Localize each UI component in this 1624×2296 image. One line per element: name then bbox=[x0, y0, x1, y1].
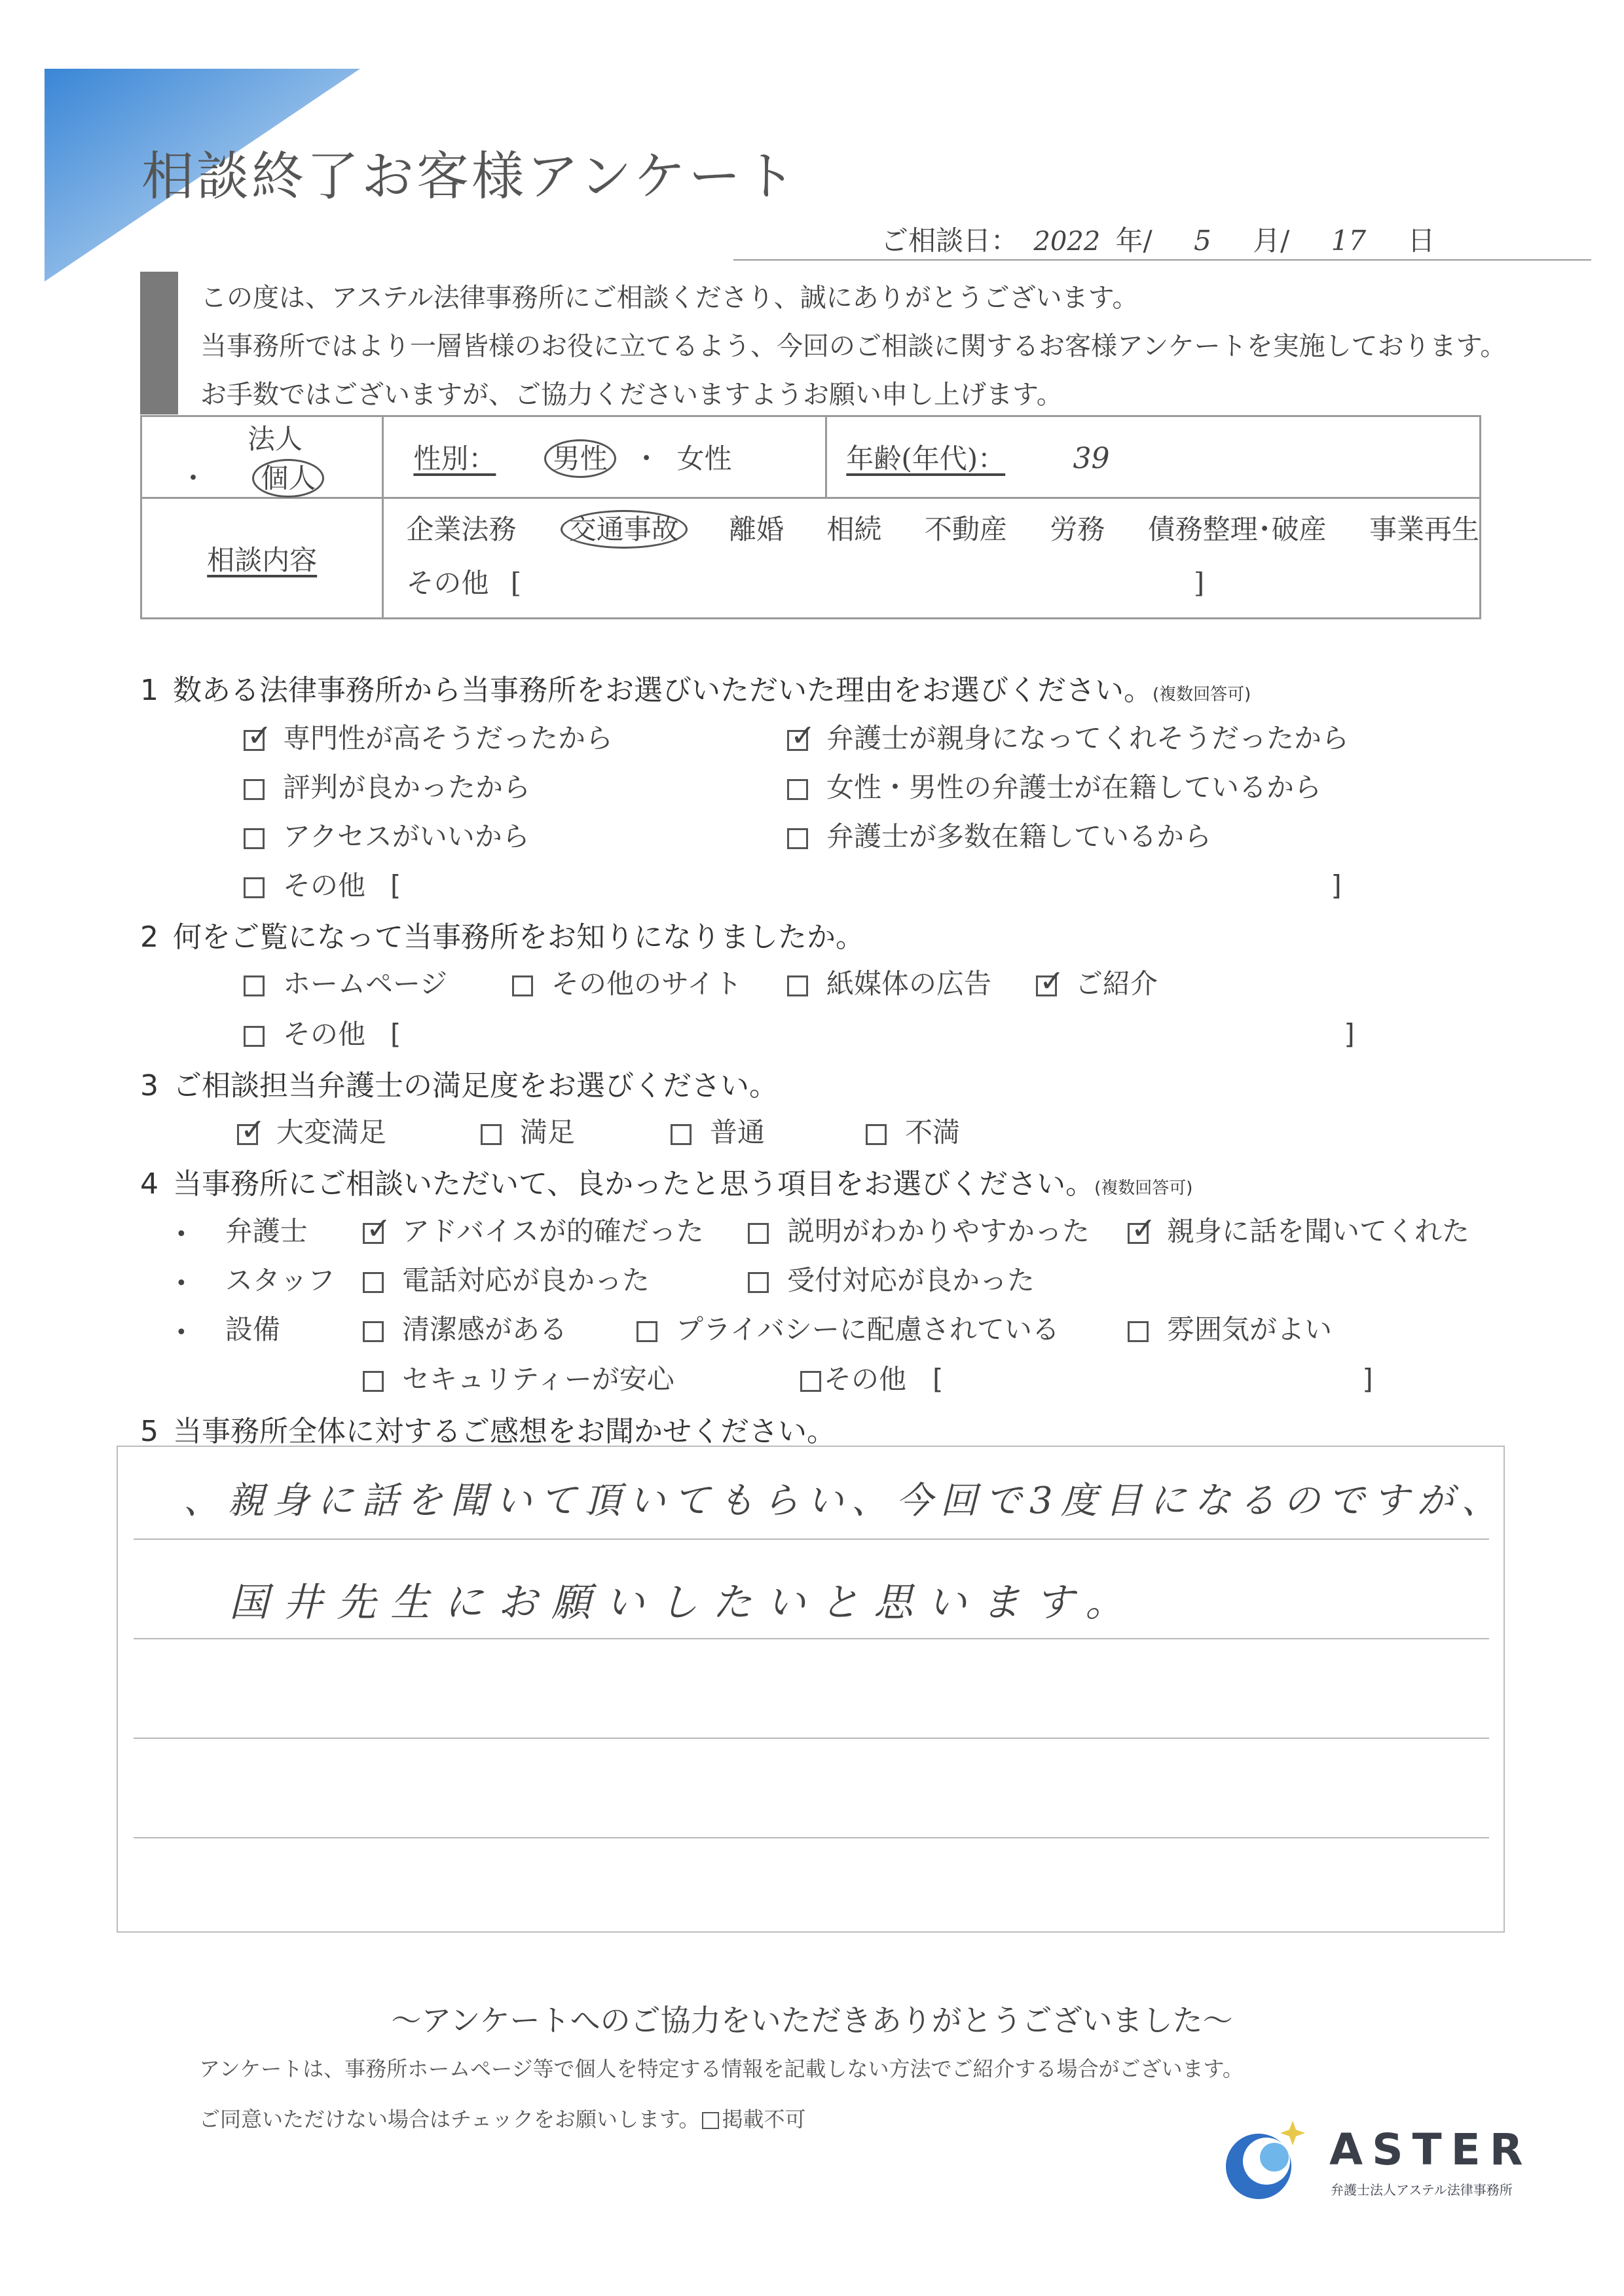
option-label: 受付対応が良かった bbox=[787, 1264, 1035, 1296]
q1-number: 1 bbox=[140, 674, 158, 707]
intro-line: この度は、アステル法律事務所にご相談くださり、誠にありがとうございます。 bbox=[200, 283, 1139, 313]
aster-logo-text: ASTER bbox=[1329, 2124, 1532, 2175]
category-label: 設備 bbox=[225, 1313, 280, 1345]
q2-title bbox=[140, 913, 864, 955]
date-year: 2022 bbox=[1033, 227, 1101, 257]
consent-note: ご同意いただけない場合はチェックをお願いします。 bbox=[199, 2107, 700, 2132]
checkbox[interactable] bbox=[363, 1321, 384, 1342]
info-table bbox=[140, 415, 1481, 619]
q1-text: 数ある法律事務所から当事務所をお選びいただいた理由をお選びください。 bbox=[173, 674, 1153, 707]
date-month: 5 bbox=[1194, 225, 1211, 257]
option-label: 専門性が高そうだったから bbox=[283, 722, 614, 754]
footer-note-1: アンケートは、事務所ホームページ等で個人を特定する情報を記載しない方法でご紹介する場合がございます。 bbox=[199, 2056, 1244, 2081]
bullet: • bbox=[175, 1321, 187, 1344]
option-label: セキュリティーが安心 bbox=[402, 1363, 674, 1395]
q2-text: 何をご覧になって当事務所をお知りになりましたか。 bbox=[173, 920, 864, 954]
footer-note-2 bbox=[199, 2103, 806, 2133]
category-label: スタッフ bbox=[225, 1264, 335, 1296]
q5-answer-line1: 、親身に話を聞いて頂いてもらい、今回で3度目になるのですが、 bbox=[183, 1480, 1506, 1522]
bracket-close: ] bbox=[1344, 1018, 1355, 1050]
individual-option[interactable]: 個人 bbox=[252, 459, 324, 498]
date-day: 17 bbox=[1331, 225, 1367, 257]
option-label: その他 bbox=[283, 869, 366, 902]
q3-text: ご相談担当弁護士の満足度をお選びください。 bbox=[173, 1069, 778, 1102]
aster-logo-subtitle: 弁護士法人アステル法律事務所 bbox=[1331, 2182, 1513, 2198]
option-label: ホームページ bbox=[283, 968, 448, 1000]
male-option[interactable]: 男性 bbox=[544, 439, 616, 478]
q1-option[interactable] bbox=[244, 717, 613, 756]
q1-option[interactable] bbox=[787, 766, 1321, 805]
option-label: その他のサイト bbox=[551, 968, 743, 1000]
bracket-open: [ bbox=[510, 567, 522, 599]
bracket-close: ] bbox=[1362, 1363, 1373, 1395]
q2-option[interactable] bbox=[787, 962, 991, 1002]
q2-option[interactable] bbox=[1036, 962, 1158, 1002]
consult-item[interactable]: 労務 bbox=[1050, 513, 1105, 545]
option-label: その他 bbox=[283, 1018, 366, 1050]
consult-other-row bbox=[406, 562, 1479, 601]
age-value[interactable]: 39 bbox=[1073, 442, 1110, 475]
consult-item[interactable]: 債務整理･破産 bbox=[1147, 513, 1327, 545]
checkbox[interactable] bbox=[512, 975, 533, 996]
checkbox[interactable] bbox=[787, 779, 808, 800]
consult-item[interactable]: 交通事故 bbox=[561, 510, 688, 549]
checkbox[interactable] bbox=[244, 877, 265, 898]
checkbox[interactable] bbox=[244, 1026, 265, 1047]
bracket-open: [ bbox=[390, 1018, 401, 1050]
option-label: その他 bbox=[824, 1363, 907, 1395]
intro-accent-bar bbox=[140, 272, 178, 414]
aster-logo bbox=[1213, 2111, 1553, 2210]
page-title: 相談終了お客様アンケート bbox=[141, 146, 799, 207]
q3-option[interactable] bbox=[237, 1111, 386, 1150]
q4-number: 4 bbox=[140, 1167, 158, 1201]
option-label: ご紹介 bbox=[1075, 968, 1158, 1000]
q4-option[interactable] bbox=[1128, 1210, 1469, 1249]
q1-option[interactable] bbox=[244, 815, 530, 854]
age-cell bbox=[826, 416, 1481, 498]
checkbox[interactable] bbox=[244, 730, 265, 751]
bracket-close: ] bbox=[1193, 567, 1205, 599]
option-label: 説明がわかりやすかった bbox=[787, 1215, 1090, 1247]
client-type-cell bbox=[141, 416, 383, 498]
gender-cell bbox=[383, 416, 826, 498]
consult-item[interactable]: 相続 bbox=[826, 513, 882, 545]
intro-line: お手数ではございますが、ご協力くださいますようお願い申し上げます。 bbox=[200, 380, 1063, 410]
q4-category-staff bbox=[175, 1259, 335, 1298]
q4-option[interactable] bbox=[748, 1210, 1090, 1249]
intro-line: 当事務所ではより一層皆様のお役に立てるよう、今回のご相談に関するお客様アンケートを実施しております。 bbox=[200, 331, 1507, 361]
q4-option[interactable] bbox=[748, 1259, 1035, 1298]
checkbox[interactable] bbox=[787, 975, 808, 996]
consult-label: 相談内容 bbox=[207, 543, 318, 576]
q3-option[interactable] bbox=[866, 1111, 960, 1150]
option-label: 不満 bbox=[905, 1116, 961, 1148]
q4-other[interactable] bbox=[800, 1358, 1373, 1397]
option-label: 女性・男性の弁護士が在籍しているから bbox=[826, 771, 1322, 803]
checkbox[interactable] bbox=[787, 730, 808, 751]
option-label: 満足 bbox=[520, 1116, 576, 1148]
gender-label: 性別： bbox=[413, 443, 496, 475]
q3-number: 3 bbox=[140, 1069, 158, 1102]
consult-date bbox=[881, 219, 1435, 259]
q3-option[interactable] bbox=[481, 1111, 575, 1150]
q4-note: (複数回答可) bbox=[1094, 1178, 1193, 1198]
checkbox[interactable] bbox=[787, 828, 808, 849]
checkbox[interactable] bbox=[748, 1223, 769, 1244]
option-label: アクセスがいいから bbox=[283, 820, 530, 852]
checkbox[interactable] bbox=[1128, 1223, 1149, 1244]
checkbox[interactable] bbox=[1036, 975, 1057, 996]
q3-option[interactable] bbox=[671, 1111, 765, 1150]
q1-other[interactable] bbox=[244, 864, 1342, 903]
year-unit: 年/ bbox=[1115, 225, 1153, 257]
checkbox[interactable] bbox=[244, 779, 265, 800]
footer-thanks: ～アンケートへのご協力をいただきありがとうございました～ bbox=[391, 2003, 1233, 2038]
checkbox[interactable] bbox=[1128, 1321, 1149, 1342]
q4-category-lawyer bbox=[175, 1210, 308, 1249]
q4-option[interactable] bbox=[363, 1308, 567, 1347]
q1-title bbox=[140, 666, 1251, 708]
checkbox[interactable] bbox=[748, 1272, 769, 1293]
q5-number: 5 bbox=[140, 1415, 158, 1448]
option-label: 親身に話を聞いてくれた bbox=[1167, 1215, 1470, 1247]
bracket-open: [ bbox=[932, 1363, 944, 1395]
q4-option[interactable] bbox=[363, 1210, 704, 1249]
checkbox[interactable] bbox=[481, 1124, 502, 1145]
q4-category-facility bbox=[175, 1308, 280, 1347]
q1-option[interactable] bbox=[787, 717, 1349, 756]
q1-note: (複数回答可) bbox=[1153, 685, 1251, 704]
option-label: 雰囲気がよい bbox=[1167, 1313, 1333, 1345]
checkbox[interactable] bbox=[800, 1371, 821, 1392]
answer-rule bbox=[134, 1539, 1489, 1540]
q4-option[interactable] bbox=[363, 1259, 650, 1298]
consult-items-cell bbox=[383, 498, 1481, 619]
checkbox[interactable] bbox=[866, 1124, 887, 1145]
consult-label-cell bbox=[141, 498, 383, 619]
age-label: 年齢(年代)： bbox=[846, 443, 1006, 475]
q4-option[interactable] bbox=[637, 1308, 1060, 1347]
answer-rule bbox=[134, 1837, 1489, 1838]
consult-other-label: その他 bbox=[406, 567, 489, 599]
separator-dot: ・ bbox=[179, 462, 208, 494]
consult-item[interactable]: 事業再生 bbox=[1369, 513, 1479, 545]
option-label: プライバシーに配慮されている bbox=[676, 1313, 1060, 1345]
checkbox[interactable] bbox=[237, 1124, 258, 1145]
q4-option[interactable] bbox=[363, 1358, 674, 1397]
option-label: 電話対応が良かった bbox=[402, 1264, 650, 1296]
consult-items-row bbox=[406, 508, 1479, 547]
q2-option[interactable] bbox=[244, 962, 447, 1002]
q3-title bbox=[140, 1062, 778, 1104]
no-publish-checkbox[interactable] bbox=[702, 2112, 719, 2129]
q4-title bbox=[140, 1160, 1192, 1202]
option-label: 評判が良かったから bbox=[283, 771, 531, 803]
consult-item[interactable]: 企業法務 bbox=[406, 513, 517, 545]
checkbox[interactable] bbox=[244, 828, 265, 849]
no-publish-label: 掲載不可 bbox=[722, 2107, 806, 2132]
q2-option[interactable] bbox=[512, 962, 742, 1002]
option-label: 普通 bbox=[710, 1116, 766, 1148]
q5-text: 当事務所全体に対するご感想をお聞かせください。 bbox=[173, 1415, 836, 1448]
q1-option[interactable] bbox=[787, 815, 1211, 854]
q4-text: 当事務所にご相談いただいて、良かったと思う項目をお選びください。 bbox=[173, 1167, 1095, 1201]
consult-item[interactable]: 離婚 bbox=[729, 513, 784, 545]
option-label: 大変満足 bbox=[276, 1116, 387, 1148]
month-unit: 月/ bbox=[1253, 225, 1290, 257]
intro-text bbox=[200, 274, 1506, 419]
date-underline bbox=[733, 259, 1591, 261]
checkbox[interactable] bbox=[363, 1371, 384, 1392]
separator-dot: ・ bbox=[633, 443, 661, 475]
option-label: 弁護士が多数在籍しているから bbox=[826, 820, 1212, 852]
answer-rule bbox=[134, 1738, 1489, 1739]
bullet: • bbox=[175, 1272, 187, 1295]
option-label: 清潔感がある bbox=[402, 1313, 568, 1345]
consult-item[interactable]: 不動産 bbox=[924, 513, 1007, 545]
q5-answer-line2: 国井先生にお願いしたいと思います。 bbox=[229, 1580, 1139, 1626]
q5-title bbox=[140, 1408, 836, 1449]
option-label: 弁護士が親身になってくれそうだったから bbox=[826, 722, 1350, 754]
q1-option[interactable] bbox=[244, 766, 530, 805]
q2-other[interactable] bbox=[244, 1013, 1355, 1052]
bracket-close: ] bbox=[1331, 869, 1342, 902]
date-label: ご相談日： bbox=[881, 225, 1019, 257]
aster-logo-mark bbox=[1213, 2111, 1311, 2210]
q2-number: 2 bbox=[140, 920, 158, 954]
checkbox[interactable] bbox=[671, 1124, 692, 1145]
checkbox[interactable] bbox=[363, 1272, 384, 1293]
category-label: 弁護士 bbox=[225, 1215, 308, 1247]
corp-option[interactable]: 法人 bbox=[248, 423, 303, 455]
bracket-open: [ bbox=[390, 869, 401, 902]
day-unit: 日 bbox=[1407, 225, 1435, 257]
checkbox[interactable] bbox=[637, 1321, 657, 1342]
answer-rule bbox=[134, 1638, 1489, 1639]
option-label: アドバイスが的確だった bbox=[402, 1215, 704, 1247]
checkbox[interactable] bbox=[244, 975, 265, 996]
q4-option[interactable] bbox=[1128, 1308, 1332, 1347]
bullet: • bbox=[175, 1223, 187, 1246]
option-label: 紙媒体の広告 bbox=[826, 968, 992, 1000]
female-option[interactable]: 女性 bbox=[676, 443, 732, 475]
checkbox[interactable] bbox=[363, 1223, 384, 1244]
